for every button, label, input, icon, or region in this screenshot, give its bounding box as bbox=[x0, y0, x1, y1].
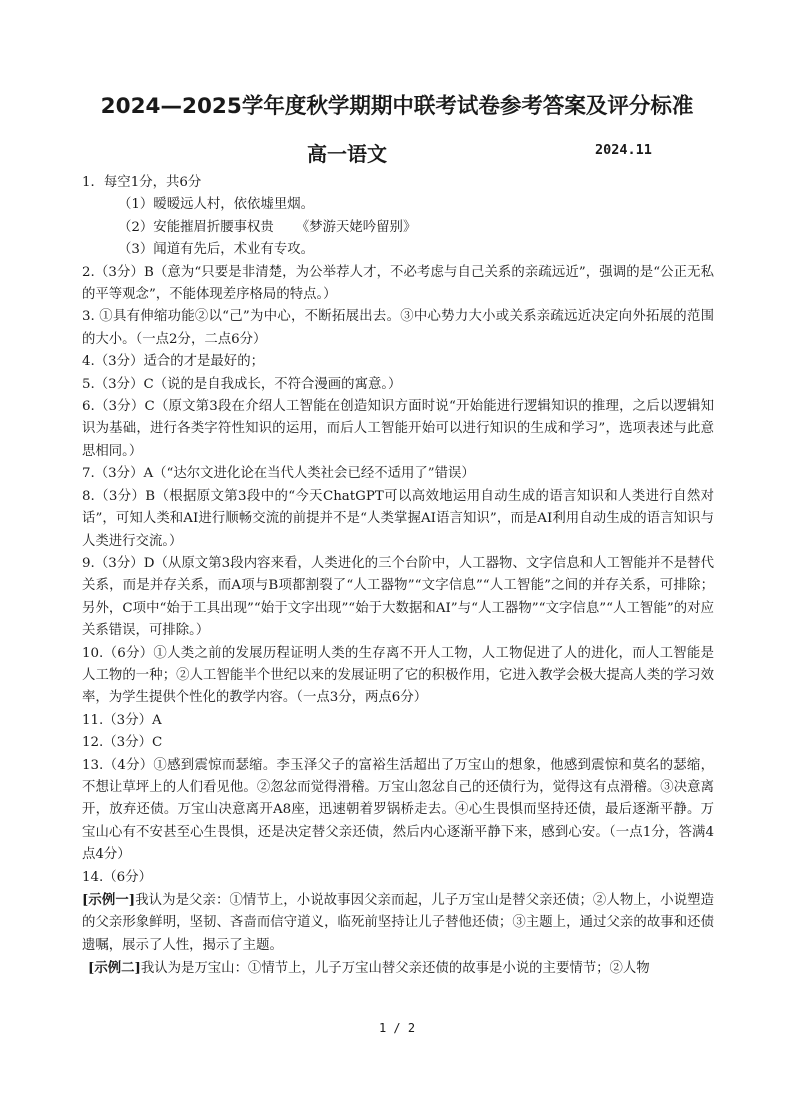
q1-answer-3: （3）闻道有先后，术业有专攻。 bbox=[118, 242, 314, 258]
answer-body bbox=[82, 172, 714, 981]
q1-answer-1: （1）暧暧远人村，依依墟里烟。 bbox=[118, 197, 314, 213]
q10-answer: 10.（6分）①人类之前的发展历程证明人类的生存离不开人工物，人工物促进了人的进化，而人工智能是人工物的一种；②人工智能半个世纪以来的发展证明了它的积极作用，它进入教学会极大提高人类的学习效率，为学生提供个性化的教学内容。（一点3分，两点6分） bbox=[82, 645, 714, 706]
q14-example-2 bbox=[82, 957, 714, 980]
example-2-text: 我认为是万宝山：①情节上，儿子万宝山替父亲还债的故事是小说的主要情节；②人物 bbox=[140, 961, 650, 977]
q8-answer: 8.（3分）B（根据原文第3段中的“今天ChatGPT可以高效地运用自动生成的语言知识和人类进行自然对话”，可知人类和AI进行顺畅交流的前提并不是“人类掌握AI语言知识”，而是AI利用自动生成的语言知识与人类进行交流。） bbox=[82, 488, 714, 549]
q1-answer-2-line: （2）安能摧眉折腰事权贵 bbox=[118, 219, 274, 235]
q4-answer: 4.（3分）适合的才是最好的； bbox=[82, 354, 264, 370]
q1-head: 1．每空1分，共6分 bbox=[82, 175, 202, 190]
example-1-tag: [示例一] bbox=[82, 892, 136, 908]
q13-answer: 13.（4分）①感到震惊而瑟缩。李玉泽父子的富裕生活超出了万宝山的想象，他感到震惊和莫名的瑟缩，不想让草坪上的人们看见他。②忽忿而觉得滑稽。万宝山忽忿自己的还债行为，觉得这有点滑稽。③决意离开，放弃还债。万宝山决意离开A8座，迅速朝着罗锅桥走去。④心生畏惧而坚持还债，最后逐渐平静。万宝山心有不安甚至心生畏惧，还是决定替父亲还债，然后内心逐渐平静下来，感到心安。（一点1分，答满4点4分） bbox=[82, 757, 714, 863]
subtitle-row bbox=[0, 138, 794, 164]
q14-example-1 bbox=[82, 889, 714, 957]
page-number: 1 / 2 bbox=[378, 1021, 416, 1035]
q14-head: 14.（6分） bbox=[82, 869, 152, 885]
q11-answer: 11.（3分）A bbox=[82, 712, 162, 728]
q3-answer: 3. ①具有伸缩功能②以“己”为中心，不断拓展出去。③中心势力大小或关系亲疏远近决定向外拓展的范围的大小。（一点2分，二点6分） bbox=[82, 309, 714, 347]
q12-answer: 12.（3分）C bbox=[82, 735, 163, 751]
subject-label: 高一语文 bbox=[307, 142, 387, 166]
example-2-tag: [示例二] bbox=[88, 960, 141, 977]
example-1-text: 我认为是父亲：①情节上，小说故事因父亲而起，儿子万宝山是替父亲还债；②人物上，小说塑造的父亲形象鲜明，坚韧、吝啬而信守道义，临死前坚持让儿子替他还债；③主题上，通过父亲的故事和还债遗嘱，展示了人性，揭示了主题。 bbox=[82, 893, 715, 953]
q7-answer: 7.（3分）A（“达尔文进化论在当代人类社会已经不适用了”错误） bbox=[82, 466, 475, 482]
q6-answer: 6.（3分）C（原文第3段在介绍人工智能在创造知识方面时说“开始能进行逻辑知识的推理，之后以逻辑知识为基础，进行各类字符性知识的运用，而后人工智能开始可以进行知识的生成和学习”，选项表述与此意思相同。） bbox=[82, 399, 714, 459]
q1-answer-2-source: 《梦游天姥吟留别》 bbox=[295, 219, 417, 235]
q1-answer-2 bbox=[82, 217, 714, 239]
q5-answer: 5.（3分）C（说的是自我成长，不符合漫画的寓意。） bbox=[82, 376, 402, 392]
q9-answer: 9.（3分）D（从原文第3段内容来看，人类进化的三个台阶中，人工器物、文字信息和人工智能并不是替代关系，而是并存关系，而A项与B项都割裂了“人工器物”“文字信息”“人工智能”之间的并存关系，可排除；另外，C项中“始于工具出现”“始于文字出现”“始于大数据和AI”与“人工器物”“文字信息”“人工智能”的对应关系错误，可排除。） bbox=[82, 555, 714, 639]
q2-answer: 2.（3分）B（意为“只要是非清楚，为公举荐人才，不必考虑与自己关系的亲疏远近”，强调的是“公正无私的平等观念”，不能体现差序格局的特点。） bbox=[82, 264, 714, 303]
date-label: 2024.11 bbox=[595, 142, 652, 158]
document-title: 2024—2025学年度秋学期期中联考试卷参考答案及评分标准 bbox=[100, 94, 694, 119]
